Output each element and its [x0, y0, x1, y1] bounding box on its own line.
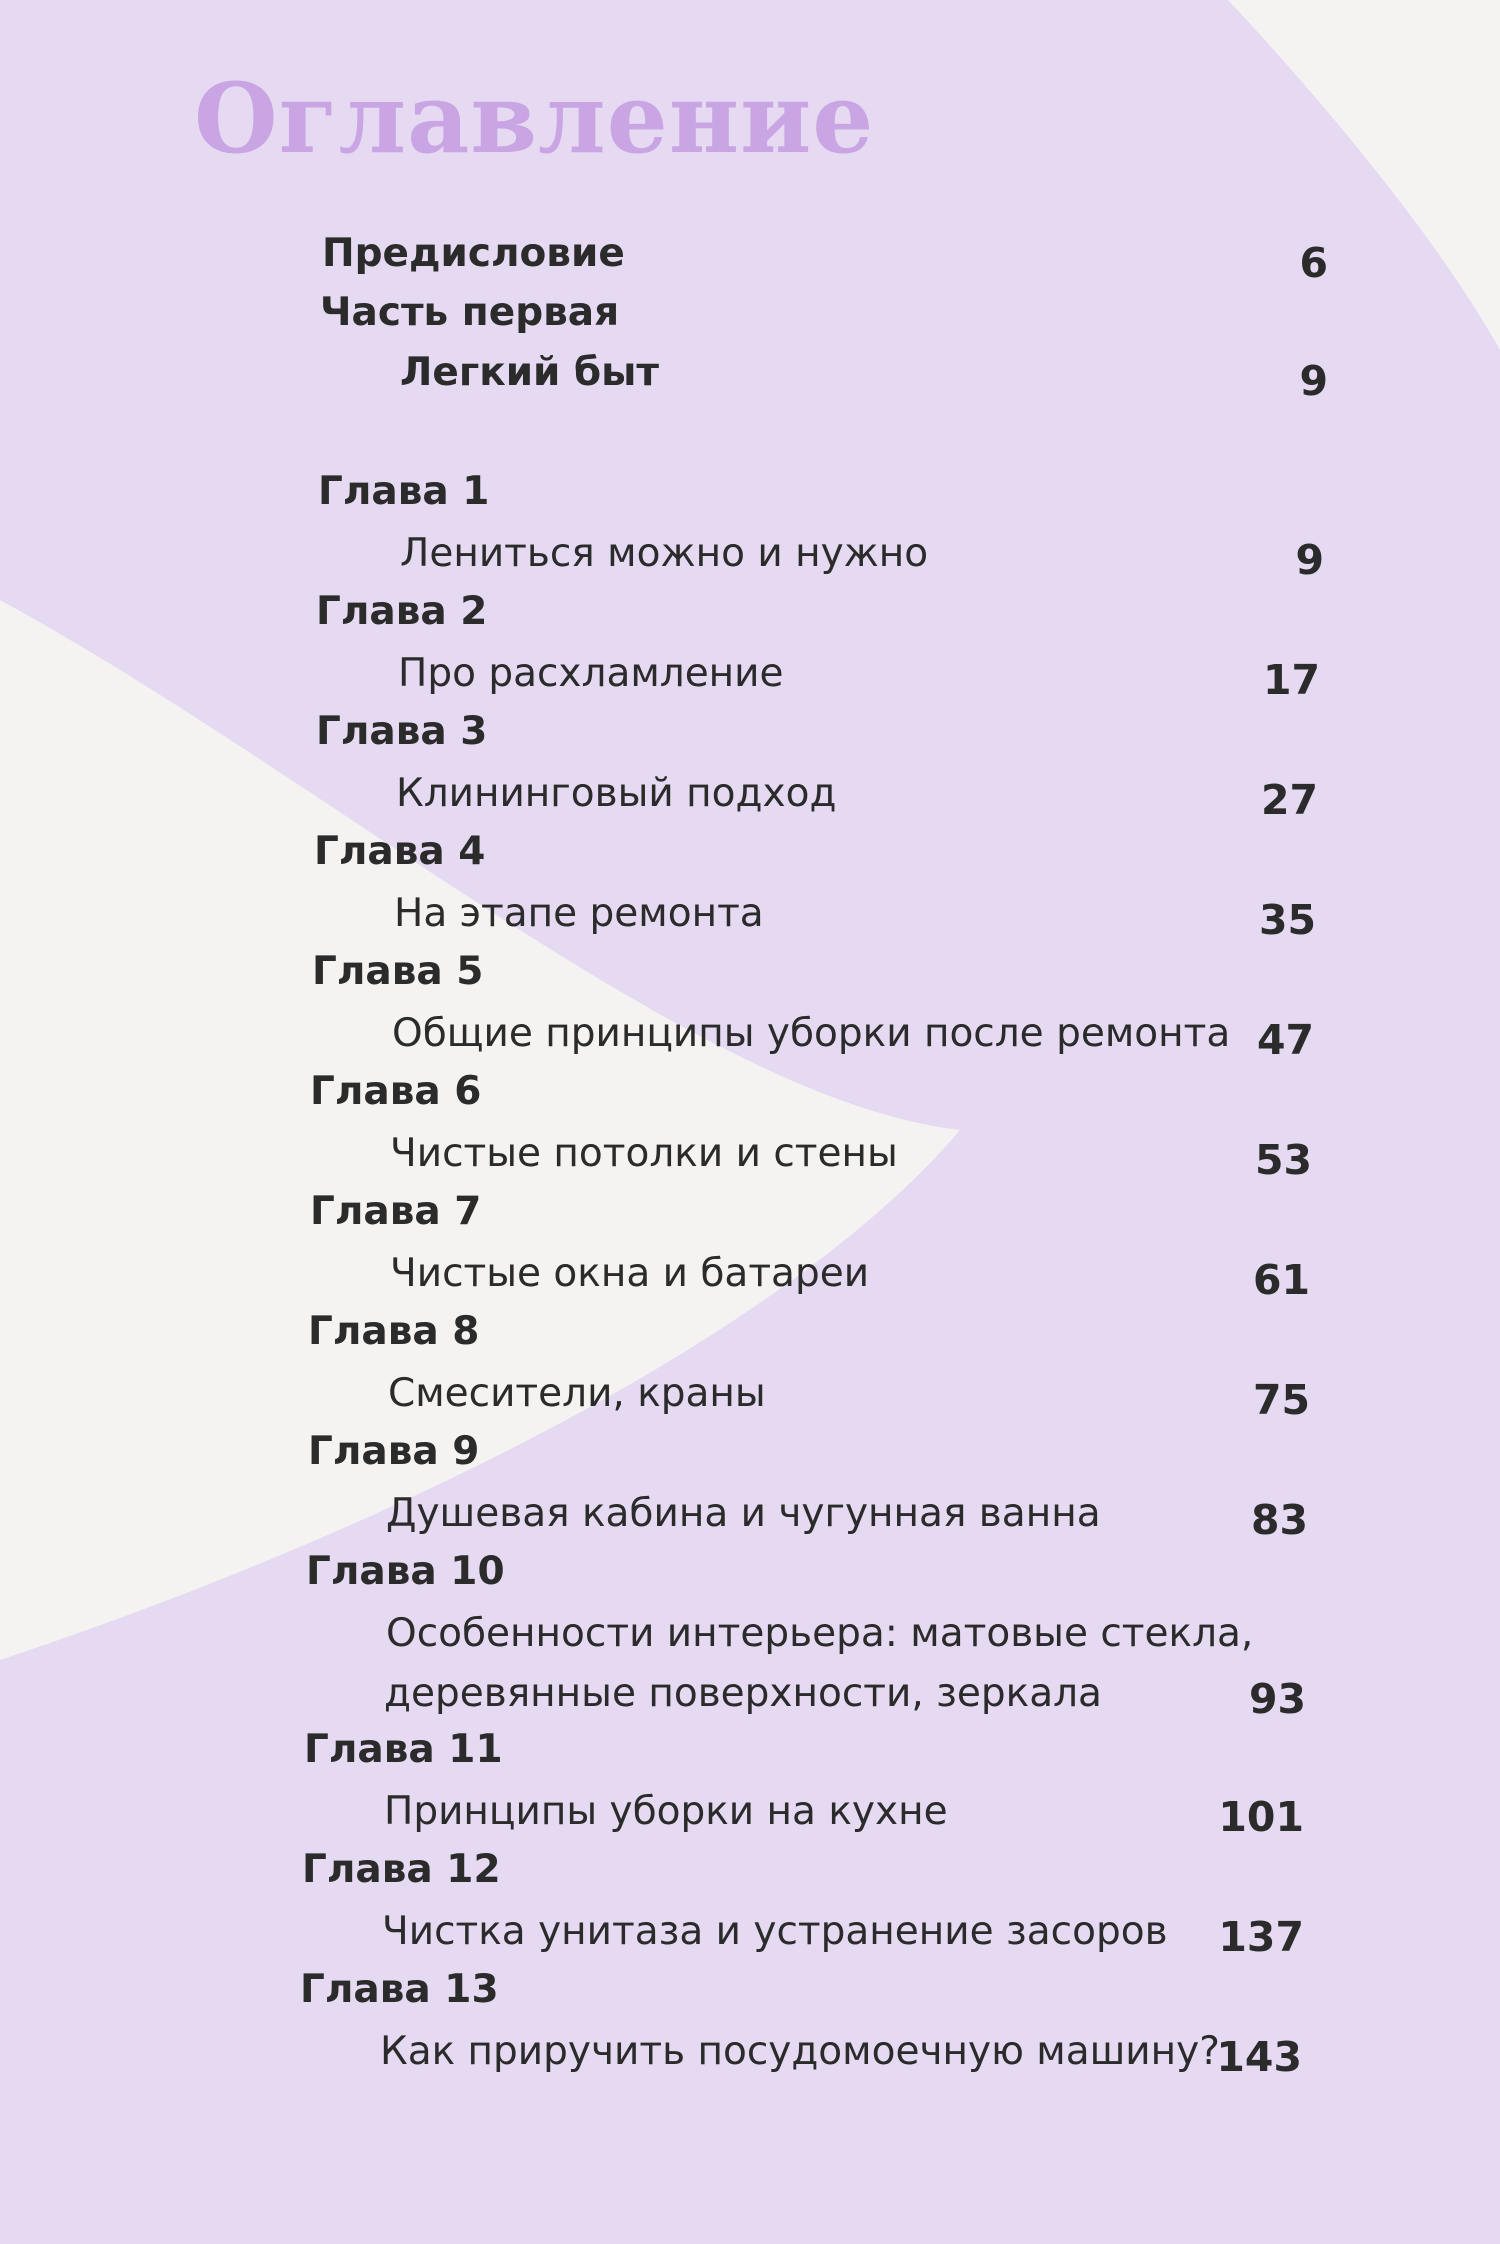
toc-chapter-label: Глава 2 [316, 589, 488, 634]
toc-chapter-title: Душевая кабина и чугунная ванна [386, 1491, 1101, 1536]
toc-chapter-page: 17 [1262, 656, 1320, 704]
toc-chapter-title: Лениться можно и нужно [400, 531, 929, 576]
toc-part-subtitle: Легкий быт [400, 350, 660, 395]
toc-chapter-label: Глава 11 [304, 1727, 503, 1772]
toc-chapter-title: На этапе ремонта [394, 891, 764, 936]
toc-chapter-page: 9 [1295, 536, 1324, 584]
toc-chapter-title: Смесители, краны [388, 1371, 766, 1416]
toc-chapter-page: 83 [1250, 1496, 1308, 1544]
toc-chapter-label: Глава 10 [306, 1549, 505, 1594]
toc-chapter-title-line2: деревянные поверхности, зеркала [384, 1671, 1102, 1716]
toc-chapter-label: Глава 6 [310, 1069, 482, 1114]
toc-chapter-title: Чистые потолки и стены [390, 1131, 898, 1176]
toc-chapter-label: Глава 8 [308, 1309, 480, 1354]
toc-chapter-page: 93 [1248, 1675, 1306, 1723]
toc-chapter-title: Чистка унитаза и устранение засоров [382, 1909, 1168, 1954]
toc-chapter-title: Общие принципы уборки после ремонта [392, 1011, 1231, 1056]
toc-chapter-label: Глава 3 [316, 709, 488, 754]
toc-chapter-title: Чистые окна и батареи [390, 1251, 870, 1296]
toc-chapter-title: Особенности интерьера: матовые стекла, [386, 1611, 1254, 1656]
toc-chapter-page: 143 [1216, 2033, 1302, 2081]
toc-chapter-page: 101 [1218, 1793, 1304, 1841]
toc-chapter-page: 35 [1258, 896, 1316, 944]
toc-chapter-label: Глава 1 [318, 469, 490, 514]
toc-chapter-title: Про расхламление [398, 651, 784, 696]
toc-chapter-title: Как приручить посудомоечную машину? [380, 2029, 1220, 2074]
toc-chapter-title: Клининговый подход [396, 771, 837, 816]
toc-chapter-title: Принципы уборки на кухне [384, 1789, 948, 1834]
toc-chapter-page: 137 [1218, 1913, 1304, 1961]
toc-chapter-label: Глава 7 [310, 1189, 482, 1234]
toc-chapter-label: Глава 4 [314, 829, 486, 874]
toc-preface-label: Предисловие [322, 231, 625, 276]
toc-preface-page: 6 [1299, 239, 1328, 287]
page-title: Оглавление [194, 62, 875, 175]
toc-chapter-label: Глава 13 [300, 1967, 499, 2012]
toc-chapter-label: Глава 9 [308, 1429, 480, 1474]
toc-chapter-page: 53 [1254, 1136, 1312, 1184]
toc-chapter-label: Глава 5 [312, 949, 484, 994]
toc-chapter-label: Глава 12 [302, 1847, 501, 1892]
toc-chapter-page: 61 [1252, 1256, 1310, 1304]
toc-part-page: 9 [1299, 357, 1328, 405]
toc-chapter-page: 47 [1256, 1016, 1314, 1064]
toc-chapter-page: 27 [1260, 776, 1318, 824]
toc-chapter-page: 75 [1252, 1376, 1310, 1424]
toc-part-label: Часть первая [320, 290, 620, 335]
